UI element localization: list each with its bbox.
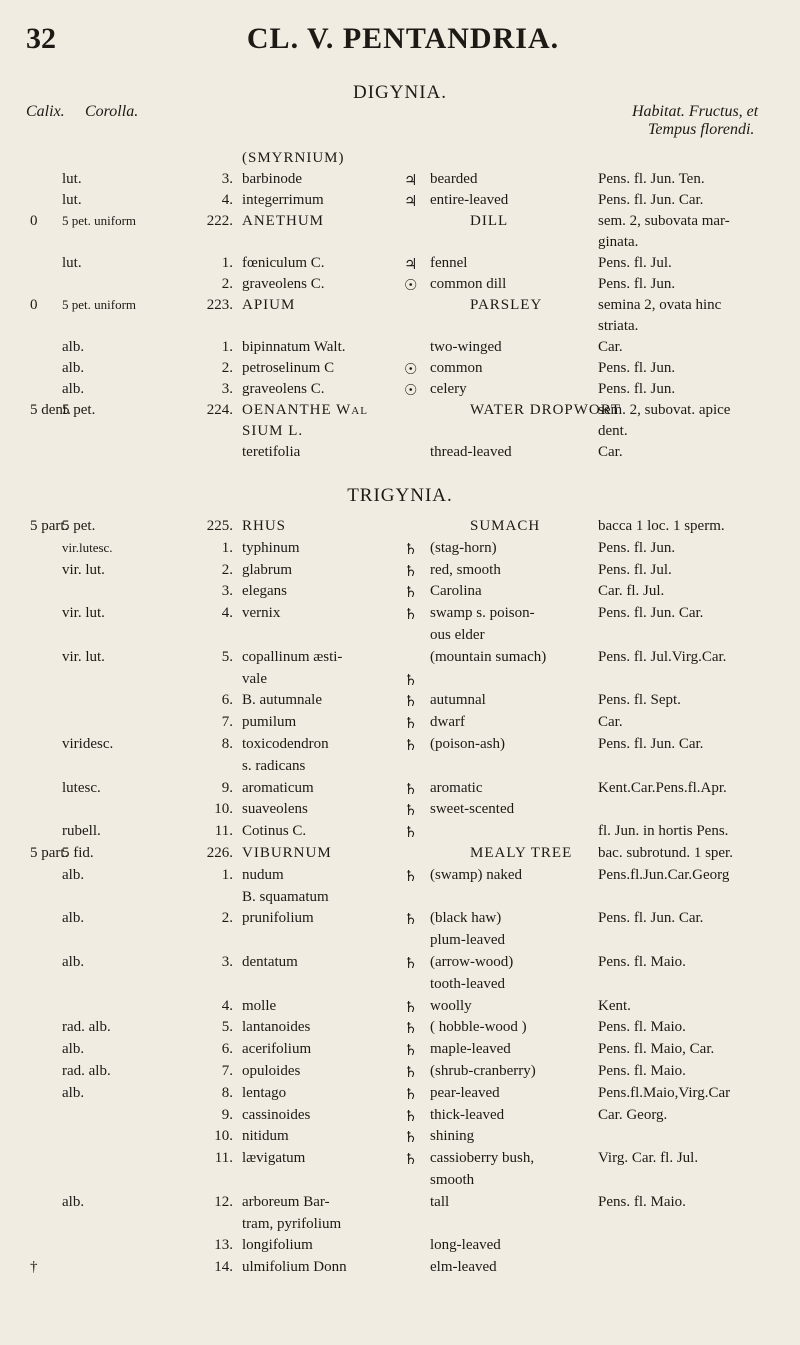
number-cell: 1.: [221, 255, 233, 271]
habitat-cell: Pens. fl. Jun. Car.: [598, 910, 704, 927]
number-cell: 2.: [221, 360, 233, 376]
english-genus-name: SUMACH: [470, 518, 541, 534]
table-row: [0, 692, 800, 711]
corolla-cell: lut.: [62, 171, 82, 187]
habitat-cell: Car. Georg.: [598, 1106, 668, 1123]
species-name: suaveolens: [242, 801, 308, 818]
table-row: [0, 234, 800, 250]
corolla-cell: alb.: [62, 1084, 85, 1101]
species-name: bipinnatum Walt.: [242, 339, 346, 355]
corolla-cell: 5 pet.: [62, 402, 96, 418]
calix-cell: †: [30, 1259, 38, 1276]
habitat-cell: Pens. fl. Maio.: [598, 954, 686, 970]
table-row: [0, 444, 800, 460]
species-name: integerrimum: [242, 192, 324, 208]
genus-name: VIBURNUM: [242, 845, 332, 861]
species-name: vernix: [242, 605, 281, 622]
number-cell: 225.: [206, 518, 233, 534]
number-cell: 6.: [221, 692, 233, 709]
number-cell: 2.: [221, 276, 233, 292]
number-cell: 5.: [221, 1019, 233, 1036]
column-head-corolla: Corolla.: [85, 103, 139, 120]
habitat-cell: Virg. Car. fl. Jul.: [598, 1150, 699, 1167]
corolla-cell: alb.: [62, 360, 85, 376]
english-name: (poison-ash): [430, 736, 505, 752]
species-name: prunifolium: [242, 910, 314, 927]
species-name: typhinum: [242, 539, 300, 556]
corolla-cell: lut.: [62, 255, 82, 271]
habitat-cell: Pens.fl.Maio,Virg.Car: [598, 1084, 731, 1101]
table-row: [0, 213, 800, 229]
number-cell: 224.: [206, 402, 233, 418]
habitat-cell: Pens. fl. Jun. Ten.: [598, 171, 705, 187]
table-row: [0, 605, 800, 624]
duration-symbol: ♄: [404, 563, 418, 580]
table-row: [0, 976, 800, 992]
section-trigynia: TRIGYNIA.: [347, 485, 453, 506]
table-row: [0, 318, 800, 334]
english-name: (swamp) naked: [430, 866, 523, 883]
species-name: s. radicans: [242, 757, 306, 774]
habitat-cell: Pens. fl. Jun. Car.: [598, 192, 704, 208]
species-name: tram, pyrifolium: [242, 1215, 342, 1232]
species-name: elegans: [242, 583, 287, 600]
number-cell: 2.: [221, 910, 233, 927]
english-name: aromatic: [430, 779, 483, 796]
habitat-cell: Pens. fl. Maio.: [598, 1063, 686, 1079]
genus-name: APIUM: [242, 297, 296, 313]
duration-symbol: ♄: [404, 868, 418, 885]
english-name: (shrub-cranberry): [430, 1063, 536, 1079]
number-cell: 7.: [221, 714, 233, 731]
species-name: toxicodendron: [242, 736, 329, 752]
duration-symbol: ♄: [404, 607, 418, 624]
english-name: fennel: [430, 255, 468, 271]
corolla-cell: lut.: [62, 192, 82, 208]
table-row: [0, 1237, 800, 1253]
english-name: tooth-leaved: [430, 975, 505, 992]
habitat-cell: Car.: [598, 444, 623, 460]
species-name: Cotinus C.: [242, 823, 307, 840]
number-cell: 8.: [221, 736, 233, 752]
genus-name: RHUS: [242, 518, 287, 534]
calix-cell: 5 dent.: [30, 402, 71, 418]
number-cell: 226.: [206, 845, 233, 861]
table-row: [0, 583, 800, 602]
species-name: pumilum: [242, 714, 297, 731]
duration-symbol: ♄: [404, 1152, 418, 1169]
habitat-cell: Pens.fl.Jun.Car.Georg: [598, 866, 730, 883]
page-number: 32: [26, 22, 56, 55]
habitat-cell: Pens. fl. Jul.: [598, 561, 672, 578]
table-row: [0, 423, 800, 439]
corolla-cell: rad. alb.: [62, 1063, 111, 1079]
duration-symbol: ♃: [404, 173, 418, 189]
table-row: [0, 867, 800, 883]
english-name: thick-leaved: [430, 1106, 505, 1123]
english-genus-name: DILL: [470, 213, 509, 229]
column-head-calix: Calix.: [26, 103, 65, 120]
english-name: plum-leaved: [430, 932, 505, 949]
english-genus-name: WATER DROPWORT: [470, 402, 622, 418]
table-row: [0, 360, 800, 376]
english-name: smooth: [430, 1172, 475, 1188]
table-row: [0, 171, 800, 187]
english-name: maple-leaved: [430, 1041, 511, 1058]
calix-cell: 0: [30, 297, 38, 313]
duration-symbol: ♄: [404, 694, 418, 711]
duration-symbol: ♄: [404, 716, 418, 733]
species-name: ulmifolium Donn: [242, 1259, 347, 1276]
species-name: molle: [242, 997, 277, 1014]
number-cell: 1.: [221, 539, 233, 556]
table-row: [0, 1041, 800, 1060]
number-cell: 5.: [221, 648, 233, 665]
table-row: [0, 255, 800, 271]
duration-symbol: ♄: [404, 1108, 418, 1125]
duration-symbol: ♄: [404, 956, 418, 972]
habitat-cell: sem. 2, subovat. apice: [598, 402, 731, 418]
english-name: common: [430, 360, 483, 376]
english-name: sweet-scented: [430, 801, 515, 818]
duration-symbol: ♄: [404, 1130, 418, 1147]
english-name: (stag-horn): [430, 539, 497, 556]
corolla-cell: vir. lut.: [62, 605, 105, 622]
table-row: [0, 780, 800, 796]
corolla-cell: 5 fid.: [62, 845, 94, 861]
number-cell: 10.: [214, 1128, 233, 1145]
habitat-cell: Pens. fl. Maio.: [598, 1193, 686, 1210]
english-name: common dill: [430, 276, 507, 292]
species-name: lævigatum: [242, 1150, 306, 1167]
habitat-cell: Pens. fl. Jun.: [598, 360, 676, 376]
table-row: [0, 297, 800, 313]
number-cell: 3.: [221, 954, 233, 970]
habitat-cell: ginata.: [598, 234, 639, 250]
table-row: [0, 1019, 800, 1038]
number-cell: 14.: [214, 1259, 233, 1276]
corolla-cell: alb.: [62, 381, 85, 397]
english-genus-name: PARSLEY: [470, 297, 543, 313]
english-genus-name: MEALY TREE: [470, 845, 573, 861]
corolla-cell: 5 pet. uniform: [62, 297, 137, 312]
table-row: [0, 998, 800, 1014]
corolla-cell: vir.lutesc.: [62, 539, 113, 555]
habitat-cell: Car.: [598, 714, 623, 731]
table-row: [0, 627, 800, 643]
habitat-cell: Kent.: [598, 997, 631, 1014]
number-cell: 3.: [221, 583, 233, 600]
table-row: [0, 540, 800, 556]
corolla-cell: alb.: [62, 1193, 85, 1210]
habitat-cell: Kent.Car.Pens.fl.Apr.: [598, 779, 727, 796]
corolla-cell: vir. lut.: [62, 648, 105, 665]
english-name: dwarf: [430, 714, 465, 731]
habitat-cell: Pens. fl. Jul.: [598, 255, 672, 271]
corolla-cell: alb.: [62, 910, 85, 927]
duration-symbol: ♄: [404, 585, 418, 602]
number-cell: 11.: [214, 1150, 233, 1167]
species-name: copallinum æsti-: [242, 648, 343, 665]
table-row: [0, 276, 800, 292]
english-name: tall: [430, 1193, 450, 1210]
page-header: [26, 22, 780, 56]
species-name: opuloides: [242, 1063, 301, 1079]
number-cell: 8.: [221, 1084, 233, 1101]
habitat-cell: striata.: [598, 318, 639, 334]
number-cell: 12.: [214, 1193, 233, 1210]
table-row: [0, 823, 800, 842]
habitat-cell: Pens. fl. Jun.: [598, 276, 676, 292]
duration-symbol: ♄: [404, 912, 418, 929]
corolla-cell: lutesc.: [62, 779, 101, 796]
habitat-cell: Pens. fl. Maio, Car.: [598, 1041, 715, 1058]
number-cell: 4.: [221, 192, 233, 208]
table-row: [0, 845, 800, 861]
genus-name: ANETHUM: [242, 213, 324, 229]
habitat-cell: semina 2, ovata hinc: [598, 297, 722, 313]
running-title: CL. V. PENTANDRIA.: [246, 22, 560, 55]
english-name: swamp s. poison-: [430, 605, 535, 622]
species-name: lentago: [242, 1084, 287, 1101]
number-cell: 10.: [214, 801, 233, 818]
english-name: red, smooth: [430, 561, 501, 578]
duration-symbol: ☉: [404, 362, 418, 378]
habitat-cell: Pens. fl. Jun.: [598, 539, 676, 556]
english-name: (arrow-wood): [430, 954, 514, 970]
duration-symbol: ♄: [404, 999, 418, 1016]
number-cell: 9.: [221, 779, 233, 796]
habitat-cell: bac. subrotund. 1 sper.: [598, 845, 733, 861]
number-cell: 4.: [221, 605, 233, 622]
table-row: [0, 192, 800, 208]
species-name: graveolens C.: [242, 276, 325, 292]
duration-symbol: ♄: [404, 672, 418, 689]
habitat-cell: Pens. fl. Jun.: [598, 381, 676, 397]
duration-symbol: ♄: [404, 781, 418, 798]
number-cell: 223.: [206, 297, 233, 313]
corolla-cell: rad. alb.: [62, 1019, 111, 1036]
species-name: cassinoides: [242, 1106, 311, 1123]
species-name: graveolens C.: [242, 381, 325, 397]
english-name: autumnal: [430, 692, 486, 709]
calix-cell: 5 part.: [30, 845, 69, 861]
number-cell: 4.: [221, 997, 233, 1014]
genus-name: SIUM L.: [242, 423, 304, 439]
species-name: arboreum Bar-: [242, 1193, 330, 1210]
english-name: entire-leaved: [430, 192, 509, 208]
species-name: vale: [242, 670, 267, 687]
table-row: [0, 889, 800, 905]
duration-symbol: ♃: [404, 257, 418, 273]
table-row: [0, 1194, 800, 1210]
corolla-cell: viridesc.: [62, 736, 114, 752]
corolla-cell: alb.: [62, 1041, 85, 1058]
table-row: [0, 1259, 800, 1275]
number-cell: 1.: [221, 866, 233, 883]
table-row: [0, 402, 800, 418]
english-name: ( hobble-wood ): [430, 1019, 527, 1036]
habitat-cell: dent.: [598, 423, 628, 439]
number-cell: 3.: [221, 171, 233, 187]
corolla-cell: vir. lut.: [62, 561, 105, 578]
english-name: Carolina: [430, 583, 482, 600]
calix-cell: 5 part.: [30, 518, 69, 534]
habitat-cell: Pens. fl. Jun. Car.: [598, 736, 704, 752]
species-name: acerifolium: [242, 1041, 312, 1058]
habitat-cell: Car.: [598, 339, 623, 355]
number-cell: 2.: [221, 561, 233, 578]
duration-symbol: ♄: [404, 1021, 418, 1038]
table-row: [0, 649, 800, 665]
duration-symbol: ☉: [404, 383, 418, 399]
column-head-habitat: Habitat. Fructus, et: [632, 103, 759, 120]
duration-symbol: ♄: [404, 1043, 418, 1060]
table-row: [0, 150, 800, 166]
table-row: [0, 801, 800, 820]
number-cell: 3.: [221, 381, 233, 397]
table-row: [0, 954, 800, 970]
number-cell: 7.: [221, 1063, 233, 1079]
table-row: [0, 932, 800, 948]
number-cell: 222.: [206, 213, 233, 229]
species-name: glabrum: [242, 561, 292, 578]
habitat-cell: Pens. fl. Maio.: [598, 1019, 686, 1036]
number-cell: 11.: [214, 823, 233, 840]
corolla-cell: 5 pet.: [62, 518, 96, 534]
species-name: fœniculum C.: [242, 255, 325, 271]
table-row: [0, 758, 800, 774]
species-name: B. autumnale: [242, 692, 322, 709]
english-name: woolly: [430, 997, 472, 1014]
english-name: two-winged: [430, 339, 502, 355]
table-row: [0, 1128, 800, 1147]
species-name: B. squamatum: [242, 888, 329, 905]
number-cell: 9.: [221, 1106, 233, 1123]
corolla-cell: alb.: [62, 339, 85, 355]
column-head-tempus: Tempus florendi.: [648, 121, 755, 138]
species-name: petroselinum C: [242, 360, 335, 376]
habitat-cell: fl. Jun. in hortis Pens.: [598, 823, 729, 840]
english-name: elm-leaved: [430, 1259, 497, 1276]
habitat-cell: Pens. fl. Jun. Car.: [598, 605, 704, 622]
table-row: [0, 1085, 800, 1101]
english-name: cassioberry bush,: [430, 1150, 535, 1167]
english-name: shining: [430, 1128, 475, 1145]
table-row: [0, 339, 800, 355]
duration-symbol: ☉: [404, 278, 418, 294]
table-row: [0, 1107, 800, 1123]
number-cell: 6.: [221, 1041, 233, 1058]
english-name: celery: [430, 381, 467, 397]
table-row: [0, 714, 800, 733]
species-name: aromaticum: [242, 779, 314, 796]
duration-symbol: ♄: [404, 825, 418, 842]
genus-name: OENANTHE Wal: [242, 402, 368, 418]
table-row: [0, 910, 800, 929]
number-cell: 1.: [221, 339, 233, 355]
english-name: ous elder: [430, 627, 485, 643]
duration-symbol: ♄: [404, 1065, 418, 1081]
table-row: [0, 1216, 800, 1232]
species-name: dentatum: [242, 954, 298, 970]
species-name: teretifolia: [242, 444, 301, 460]
species-name: lantanoides: [242, 1019, 311, 1036]
duration-symbol: ♄: [404, 1086, 418, 1103]
table-row: [0, 671, 800, 687]
habitat-cell: Pens. fl. Sept.: [598, 692, 681, 709]
table-row: [0, 736, 800, 752]
duration-symbol: ♃: [404, 194, 418, 210]
corolla-cell: alb.: [62, 954, 85, 970]
table-row: [0, 1150, 800, 1169]
duration-symbol: ♄: [404, 738, 418, 754]
english-name: pear-leaved: [430, 1084, 500, 1101]
corolla-cell: rubell.: [62, 823, 101, 840]
habitat-cell: sem. 2, subovata mar-: [598, 213, 730, 229]
table-row: [0, 562, 800, 578]
species-name: nudum: [242, 866, 284, 883]
english-name: long-leaved: [430, 1237, 501, 1254]
english-name: bearded: [430, 171, 478, 187]
table-row: [0, 381, 800, 397]
number-cell: 13.: [214, 1237, 233, 1254]
english-name: (black haw): [430, 910, 502, 927]
duration-symbol: ♄: [404, 541, 418, 558]
english-name: (mountain sumach): [430, 648, 547, 665]
habitat-cell: bacca 1 loc. 1 sperm.: [598, 518, 725, 534]
genus-name: (SMYRNIUM): [242, 150, 345, 166]
duration-symbol: ♄: [404, 803, 418, 820]
species-name: barbinode: [242, 171, 302, 187]
species-name: nitidum: [242, 1128, 289, 1145]
table-row: [0, 518, 800, 534]
table-row: [0, 1172, 800, 1188]
section-digynia: DIGYNIA.: [352, 82, 447, 103]
habitat-cell: Pens. fl. Jul.Virg.Car.: [598, 648, 727, 665]
species-name: longifolium: [242, 1237, 313, 1254]
calix-cell: 0: [30, 213, 38, 229]
english-name: thread-leaved: [430, 444, 512, 460]
table-row: [0, 1063, 800, 1079]
corolla-cell: 5 pet. uniform: [62, 213, 137, 228]
habitat-cell: Car. fl. Jul.: [598, 583, 665, 600]
corolla-cell: alb.: [62, 866, 85, 883]
